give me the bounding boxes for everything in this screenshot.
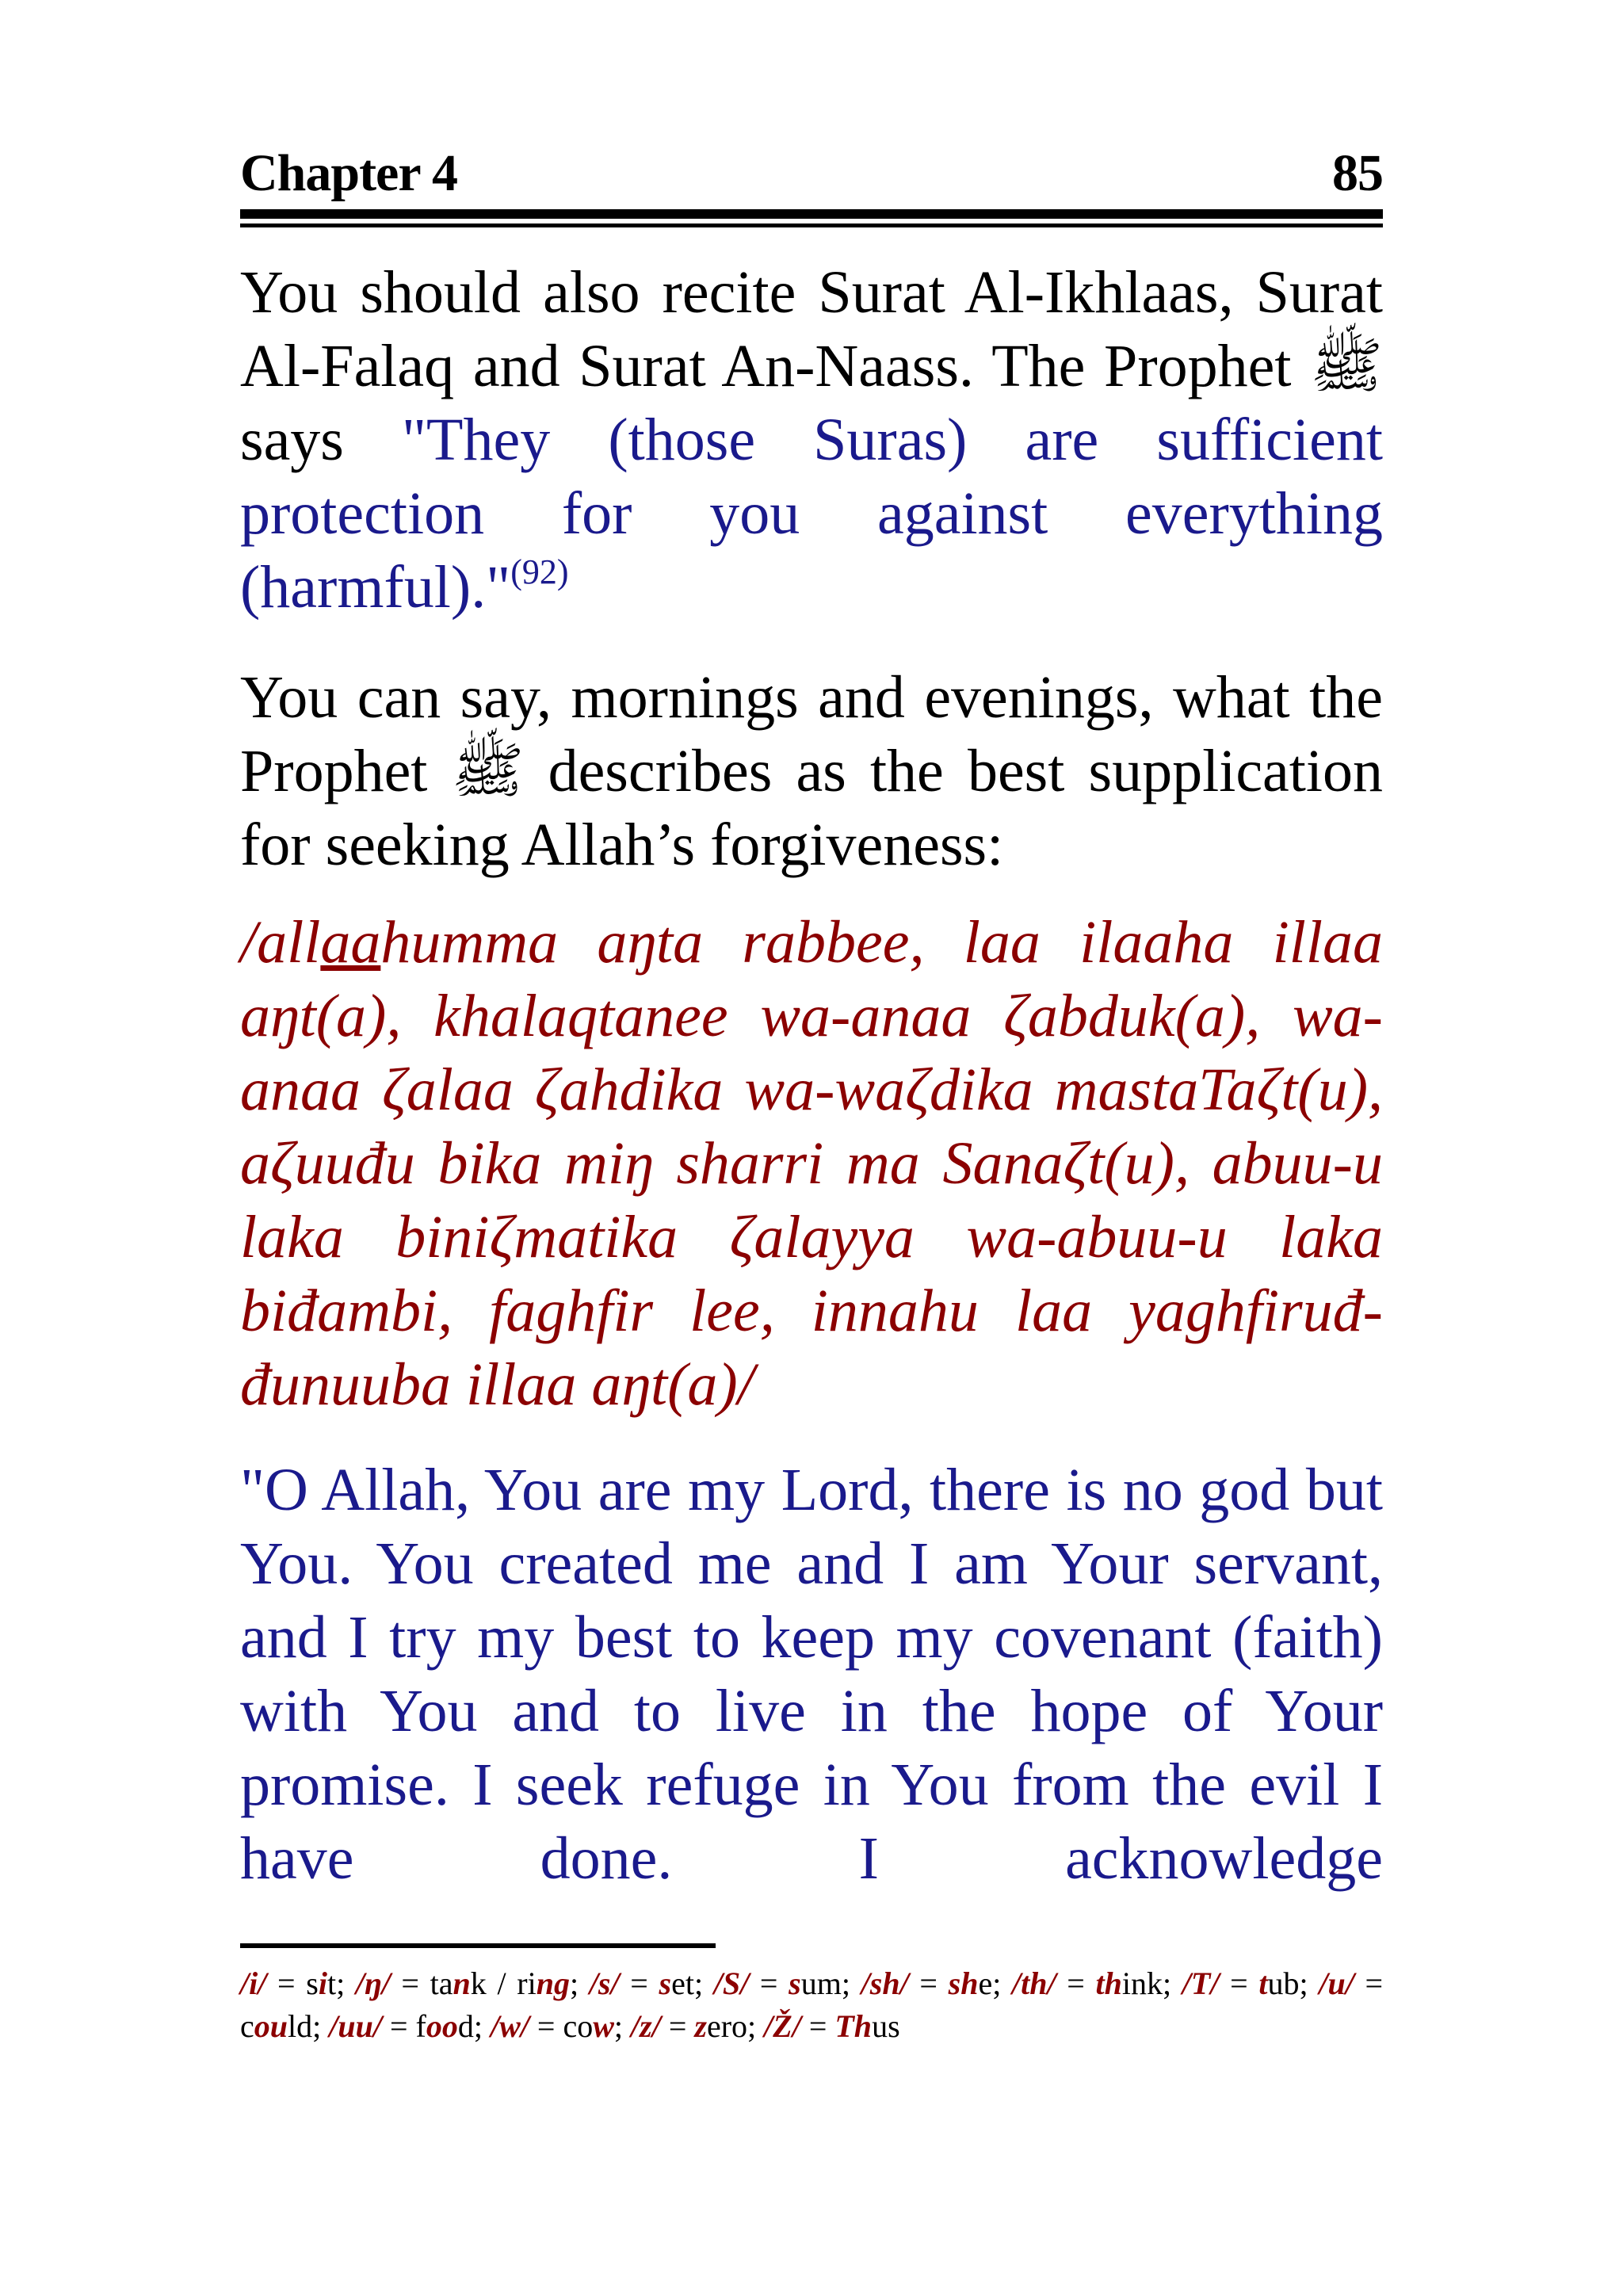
footnote-highlight: oo (426, 2008, 458, 2044)
footnote-rule (240, 1943, 716, 1948)
page (240, 144, 1384, 2048)
transliteration (240, 906, 1383, 1422)
footnote-key: /sh/ (861, 1966, 909, 2001)
footnote-key: /T/ (1182, 1966, 1220, 2001)
footnote-highlight: s (789, 1966, 801, 2001)
footnote-highlight: sh (948, 1966, 979, 2001)
footnote-key: /z/ (631, 2008, 661, 2044)
footnote-item: /S/ = sum; (713, 1966, 850, 2001)
footnote-key: /uu/ (329, 2008, 382, 2044)
footnote-key: /S/ (713, 1966, 750, 2001)
p1-text-b: says (240, 407, 344, 473)
header-rule-thin (240, 223, 1383, 227)
footnote-ref: (92) (510, 552, 569, 591)
footnote-highlight: w (593, 2008, 614, 2044)
p2-text-a: You can say, mornings and evenings, what the Prophet (240, 664, 1383, 804)
footnote-item: /T/ = tub; (1182, 1966, 1308, 2001)
footnote-item: /u/ = could; (240, 1966, 1384, 2044)
footnote-item: /th/ = think; (1012, 1966, 1172, 2001)
translit-start: /all (240, 909, 321, 976)
translit-rest: humma aŋta rabbee, laa ilaaha illaa aŋt(a), khalaqtanee wa-anaa ζabduk(a), wa-anaa ζalaa ζahdika wa-waζdika mastaTaζt(u), aζuuđu bika miŋ sharri ma Sanaζt(u), abuu-u laka biniζmatika ζalayya wa-abuu-u laka biđambi, faghfir lee, innahu laa yaghfiruđ-đunuuba illaa aŋt(a)/ (240, 909, 1383, 1418)
footnote-key: /s/ (589, 1966, 620, 2001)
paragraph-supplication-intro (240, 661, 1383, 882)
header-rule-thick (240, 209, 1383, 219)
footnote-highlight: i (318, 1966, 327, 2001)
translit-underlined: aa (320, 909, 381, 976)
footnote-key: /Ž/ (764, 2008, 801, 2044)
pbuh-symbol-2: ﷺ (451, 738, 525, 804)
p1-text-a: You should also recite Surat Al-Ikhlaas, Surat Al-Falaq and Surat An-Naass. The Prophet (240, 259, 1383, 399)
footnote-key: /u/ (1319, 1966, 1354, 2001)
footnote-highlight: ou (254, 2008, 288, 2044)
footnote-highlight: th (1095, 1966, 1122, 2001)
footnote-item: /z/ = zero; (631, 2008, 757, 2044)
p2-text-b: describes as the best supplication for seeking Allah’s forgiveness: (240, 738, 1384, 878)
footnote-item: /i/ = sit; (240, 1966, 346, 2001)
footnote-highlight: t (1258, 1966, 1268, 2001)
footnote-key: /i/ (240, 1966, 267, 2001)
chapter-title: Chapter 4 (240, 144, 457, 202)
footnote-key: /th/ (1012, 1966, 1056, 2001)
footnote-highlight: s (659, 1966, 672, 2001)
footnote-item: /Ž/ = Thus (764, 2008, 900, 2044)
footnote-highlight: z (694, 2008, 707, 2044)
footnote-highlight: n (453, 1966, 471, 2001)
footnote-item: /w/ = cow; (490, 2008, 624, 2044)
page-number: 85 (1332, 144, 1383, 202)
footnote-item: /uu/ = food; (329, 2008, 483, 2044)
pronunciation-footnote (240, 1962, 1383, 2048)
page-header (240, 144, 1383, 202)
footnote-item: /s/ = set; (589, 1966, 704, 2001)
hadith-quote: "They (those Suras) are sufficient protection for you against everything (harmful)." (240, 407, 1384, 621)
footnote-highlight: ng (536, 1966, 570, 2001)
paragraph-suras (240, 256, 1383, 625)
footnote-key: /ŋ/ (355, 1966, 391, 2001)
footnote-key: /w/ (490, 2008, 529, 2044)
footnote-item: /sh/ = she; (861, 1966, 1002, 2001)
pbuh-symbol: ﷺ (1310, 333, 1384, 399)
translation: "O Allah, You are my Lord, there is no god but You. You created me and I am Your servant, and I try my best to keep my covenant (faith) with You and to live in the hope of Your promise. I seek refuge in You from the evil I have done. I acknowledge (240, 1457, 1383, 1892)
footnote-item: /ŋ/ = tank / ring; (355, 1966, 579, 2001)
footnote-highlight: Th (834, 2008, 873, 2044)
